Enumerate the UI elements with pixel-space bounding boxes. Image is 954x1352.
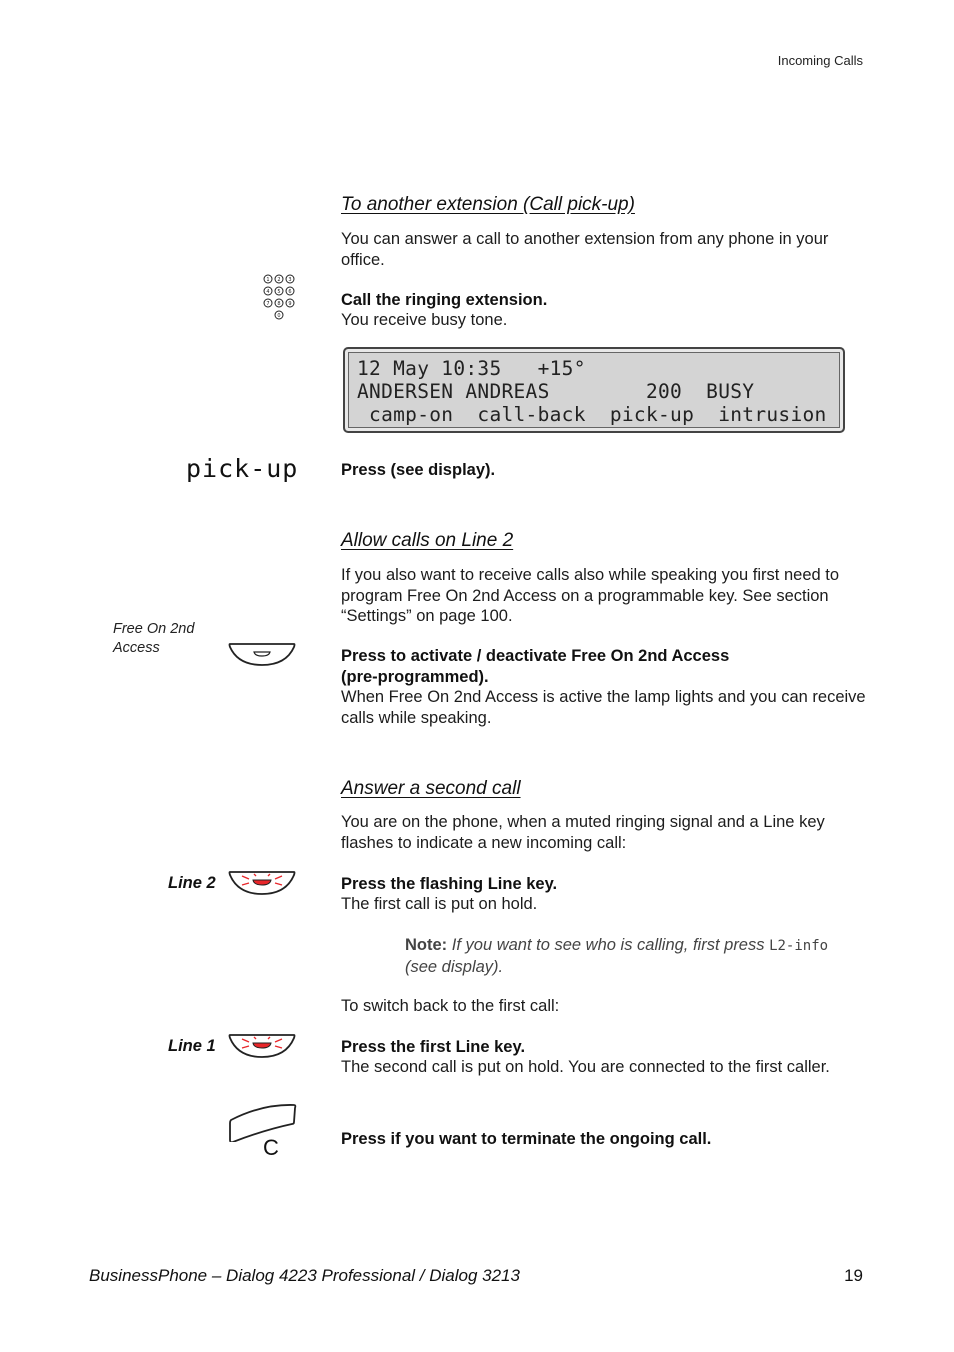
line1-key-label: Line 1: [168, 1037, 216, 1055]
pickup-intro-text: You can answer a call to another extension from any phone in your office.: [341, 230, 829, 269]
section-title-allow-line2: Allow calls on Line 2: [341, 530, 514, 551]
pickup-step1-result: You receive busy tone.: [341, 311, 508, 329]
display-line-caller: ANDERSEN ANDREAS 200 BUSY: [357, 380, 755, 403]
second-call-step3-instruction: Press if you want to terminate the ongoing call.: [341, 1130, 712, 1148]
second-call-intro-text: You are on the phone, when a muted ringing signal and a Line key flashes to indicate a new incoming call:: [341, 813, 825, 852]
line2-step-instruction-line1: Press to activate / deactivate Free On 2nd Access: [341, 647, 730, 665]
line2-step-instruction: [341, 646, 866, 687]
svg-text:5: 5: [277, 289, 281, 295]
keypad-icon: [261, 273, 299, 323]
pickup-step2-instruction: Press (see display).: [341, 461, 496, 479]
note-label: Note:: [405, 936, 448, 954]
svg-text:2: 2: [277, 277, 281, 283]
switch-back-text: To switch back to the first call:: [341, 997, 560, 1015]
footer-title: BusinessPhone – Dialog 4223 Professional / Dialog 3213: [89, 1266, 520, 1285]
note-code-l2-info: L2-info: [769, 938, 829, 954]
page-number: 19: [844, 1266, 863, 1285]
svg-text:6: 6: [288, 289, 292, 295]
line2-step-instruction-line2: (pre-programmed).: [341, 667, 489, 686]
display-line-softkeys: camp-on call-back pick-up intrusion: [357, 403, 827, 426]
svg-text:8: 8: [277, 301, 281, 307]
section-title-call-pickup: To another extension (Call pick-up): [341, 194, 635, 215]
second-call-step2-instruction: Press the first Line key.: [341, 1038, 526, 1056]
second-call-step1-instruction: Press the flashing Line key.: [341, 875, 558, 893]
svg-text:4: 4: [266, 289, 270, 295]
line2-key-icon[interactable]: [228, 868, 298, 898]
phone-display: [343, 347, 845, 433]
note-text-b: (see display).: [405, 957, 504, 976]
programmable-key-icon[interactable]: [228, 641, 298, 669]
free-on-2nd-access-label: [113, 620, 194, 658]
svg-text:1: 1: [266, 277, 270, 283]
svg-text:3: 3: [288, 277, 292, 283]
running-header: Incoming Calls: [777, 53, 863, 68]
free-on-2nd-access-label-line2: Access: [113, 640, 160, 656]
svg-text:7: 7: [266, 301, 270, 307]
svg-text:0: 0: [277, 313, 281, 319]
free-on-2nd-access-label-line1: Free On 2nd: [113, 621, 195, 637]
second-call-step2-result: The second call is put on hold. You are connected to the first caller.: [341, 1058, 830, 1076]
line2-key-label: Line 2: [168, 874, 216, 892]
display-line-date: 12 May 10:35 +15°: [357, 357, 586, 380]
line2-step-result: When Free On 2nd Access is active the lamp lights and you can receive calls while speaking.: [341, 688, 866, 727]
clear-key-letter: C: [263, 1135, 279, 1160]
line2-intro-text: If you also want to receive calls also while speaking you first need to program Free On 2nd Access on a programmable key. See section “Settings” on page 100.: [341, 566, 840, 625]
svg-text:9: 9: [288, 301, 292, 307]
softkey-pick-up[interactable]: pick-up: [186, 454, 299, 483]
line1-key-icon[interactable]: [228, 1031, 298, 1061]
section-title-second-call: Answer a second call: [341, 778, 521, 799]
pickup-step1-instruction: Call the ringing extension.: [341, 291, 548, 309]
note-block: [405, 935, 865, 977]
second-call-step1-result: The first call is put on hold.: [341, 895, 538, 913]
note-text-a: If you want to see who is calling, first press: [451, 936, 765, 954]
